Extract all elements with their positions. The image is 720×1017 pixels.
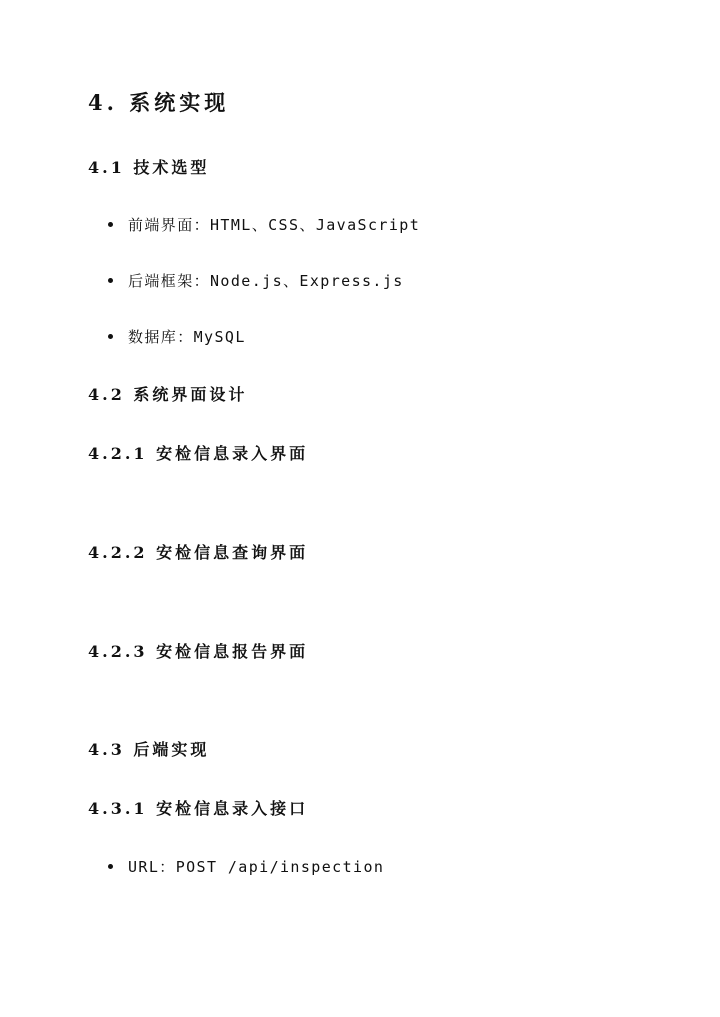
subsection-heading-4-3-1: 4.3.1 安检信息录入接口 [88,799,309,818]
bullet-icon [108,334,113,339]
bullet-icon [108,278,113,283]
list-item [108,860,384,875]
list-item [108,274,404,289]
list-item-text: 后端框架：Node.js、Express.js [128,272,404,290]
section-heading-4-1: 4.1 技术选型 [88,158,210,177]
list-item [108,218,420,233]
bullet-icon [108,222,113,227]
list-item-text: 前端界面：HTML、CSS、JavaScript [128,216,421,234]
list-item-text: 数据库：MySQL [128,328,246,346]
subsection-heading-4-2-2: 4.2.2 安检信息查询界面 [88,543,309,562]
subsection-heading-4-2-1: 4.2.1 安检信息录入界面 [88,444,309,463]
bullet-icon [108,864,113,869]
list-item-text: URL：POST /api/inspection [128,858,385,876]
section-heading-4-3: 4.3 后端实现 [88,740,210,759]
subsection-heading-4-2-3: 4.2.3 安检信息报告界面 [88,642,309,661]
chapter-title: 4. 系统实现 [88,90,230,115]
section-heading-4-2: 4.2 系统界面设计 [88,385,248,404]
list-item [108,330,246,345]
